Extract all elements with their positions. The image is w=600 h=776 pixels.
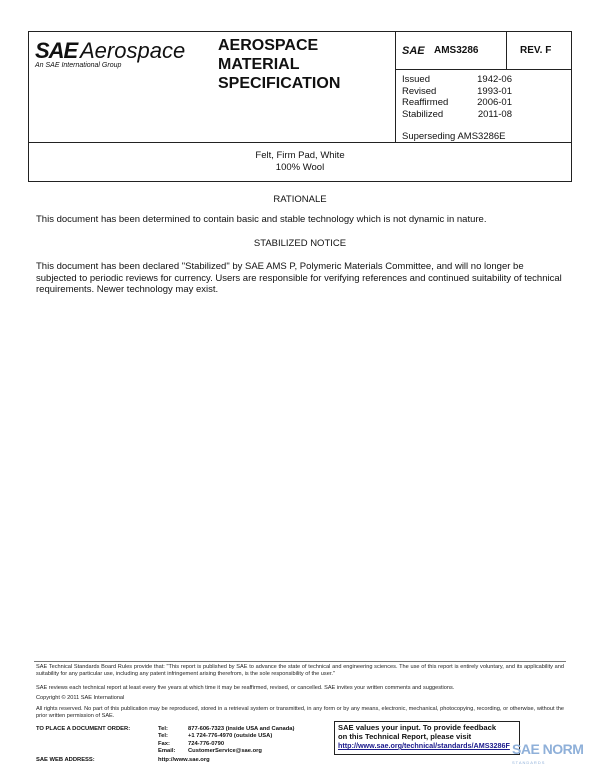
aerospace-logo-text: Aerospace bbox=[80, 38, 186, 63]
tel-key: Tel: bbox=[158, 733, 168, 740]
tel-key: Tel: bbox=[158, 726, 168, 732]
fax-value: 724-776-0790 bbox=[188, 740, 225, 747]
date-value: 2006-01 bbox=[477, 97, 512, 108]
feedback-link[interactable]: http://www.sae.org/technical/standards/AMS3286F bbox=[338, 741, 510, 750]
date-label: Issued bbox=[402, 74, 430, 85]
sae-logo: SAE bbox=[35, 38, 78, 63]
order-values bbox=[188, 726, 294, 755]
document-number: AMS3286 bbox=[434, 45, 479, 56]
date-value: 1942-06 bbox=[477, 74, 512, 85]
date-row bbox=[402, 109, 512, 121]
web-label: SAE WEB ADDRESS: bbox=[36, 757, 95, 763]
date-value: 2011-08 bbox=[477, 108, 512, 120]
tel-value: +1 724-776-4970 (outside USA) bbox=[188, 733, 273, 740]
date-label: Reaffirmed bbox=[402, 97, 449, 108]
header-divider bbox=[506, 31, 507, 69]
date-label: Stabilized bbox=[402, 108, 444, 120]
rationale-heading: RATIONALE bbox=[273, 194, 327, 205]
date-value: 1993-01 bbox=[477, 85, 512, 97]
header-divider bbox=[395, 69, 572, 70]
rights-text: All rights reserved. No part of this publication may be reproduced, stored in a retrieval system or transmitted, in any form or by any means, electronic, mechanical, photocopying, recording, or otherwise, without the prior written permission of SAE. bbox=[36, 706, 564, 719]
email-value: CustomerService@sae.org bbox=[188, 747, 262, 754]
date-row bbox=[402, 74, 512, 86]
subject-line: Felt, Firm Pad, White bbox=[255, 150, 345, 161]
watermark-subtitle: STANDARDS bbox=[512, 760, 546, 765]
order-keys bbox=[158, 726, 175, 755]
order-label: TO PLACE A DOCUMENT ORDER: bbox=[36, 726, 131, 732]
fax-key: Fax: bbox=[158, 740, 170, 747]
review-text: SAE reviews each technical report at least every five years at which time it may be reaffirmed, revised, or cancelled. SAE invites your written comments and suggestions. bbox=[36, 685, 455, 691]
revision-label: REV. F bbox=[520, 45, 552, 56]
copyright: Copyright © 2011 SAE International bbox=[36, 695, 125, 701]
footer-rule bbox=[34, 661, 566, 662]
subject bbox=[28, 150, 572, 173]
stabilized-heading: STABILIZED NOTICE bbox=[253, 238, 347, 249]
tel-value: 877-606-7323 (inside USA and Canada) bbox=[188, 726, 295, 732]
rationale-text: This document has been determined to contain basic and stable technology which is not dynamic in nature. bbox=[36, 214, 487, 225]
feedback-text bbox=[338, 723, 520, 741]
email-key: Email: bbox=[158, 747, 176, 754]
superseding-note: Superseding AMS3286E bbox=[402, 131, 506, 142]
feedback-line: SAE values your input. To provide feedback bbox=[338, 723, 497, 732]
rules-text: SAE Technical Standards Board Rules provide that: "This report is published by SAE to advance the state of technical and engineering sciences. The use of this report is entirely voluntary, and its applicability and suitability for any particular use, including any patent infringement arising therefrom, is the sole responsibility of the user." bbox=[36, 664, 564, 677]
feedback-line: on this Technical Report, please visit bbox=[338, 732, 472, 741]
subject-line: 100% Wool bbox=[275, 161, 325, 173]
date-list bbox=[402, 74, 512, 120]
stabilized-text: This document has been declared "Stabilized" by SAE AMS P, Polymeric Materials Committee, and will no longer be subjected to periodic reviews for currency. Users are responsible for verifying references and continued suitability of technical requirements. Newer technology may exist. bbox=[36, 261, 562, 295]
small-sae-logo: SAE bbox=[402, 45, 425, 57]
date-row bbox=[402, 86, 512, 98]
date-label: Revised bbox=[402, 85, 437, 97]
watermark-logo: SAE NORM bbox=[512, 741, 584, 757]
web-address-link[interactable]: http://www.sae.org bbox=[158, 757, 210, 763]
date-row bbox=[402, 97, 512, 109]
spec-title: AEROSPACE MATERIAL SPECIFICATION bbox=[218, 37, 341, 92]
header-divider bbox=[395, 31, 396, 143]
logo-subtitle: An SAE International Group bbox=[35, 62, 122, 69]
